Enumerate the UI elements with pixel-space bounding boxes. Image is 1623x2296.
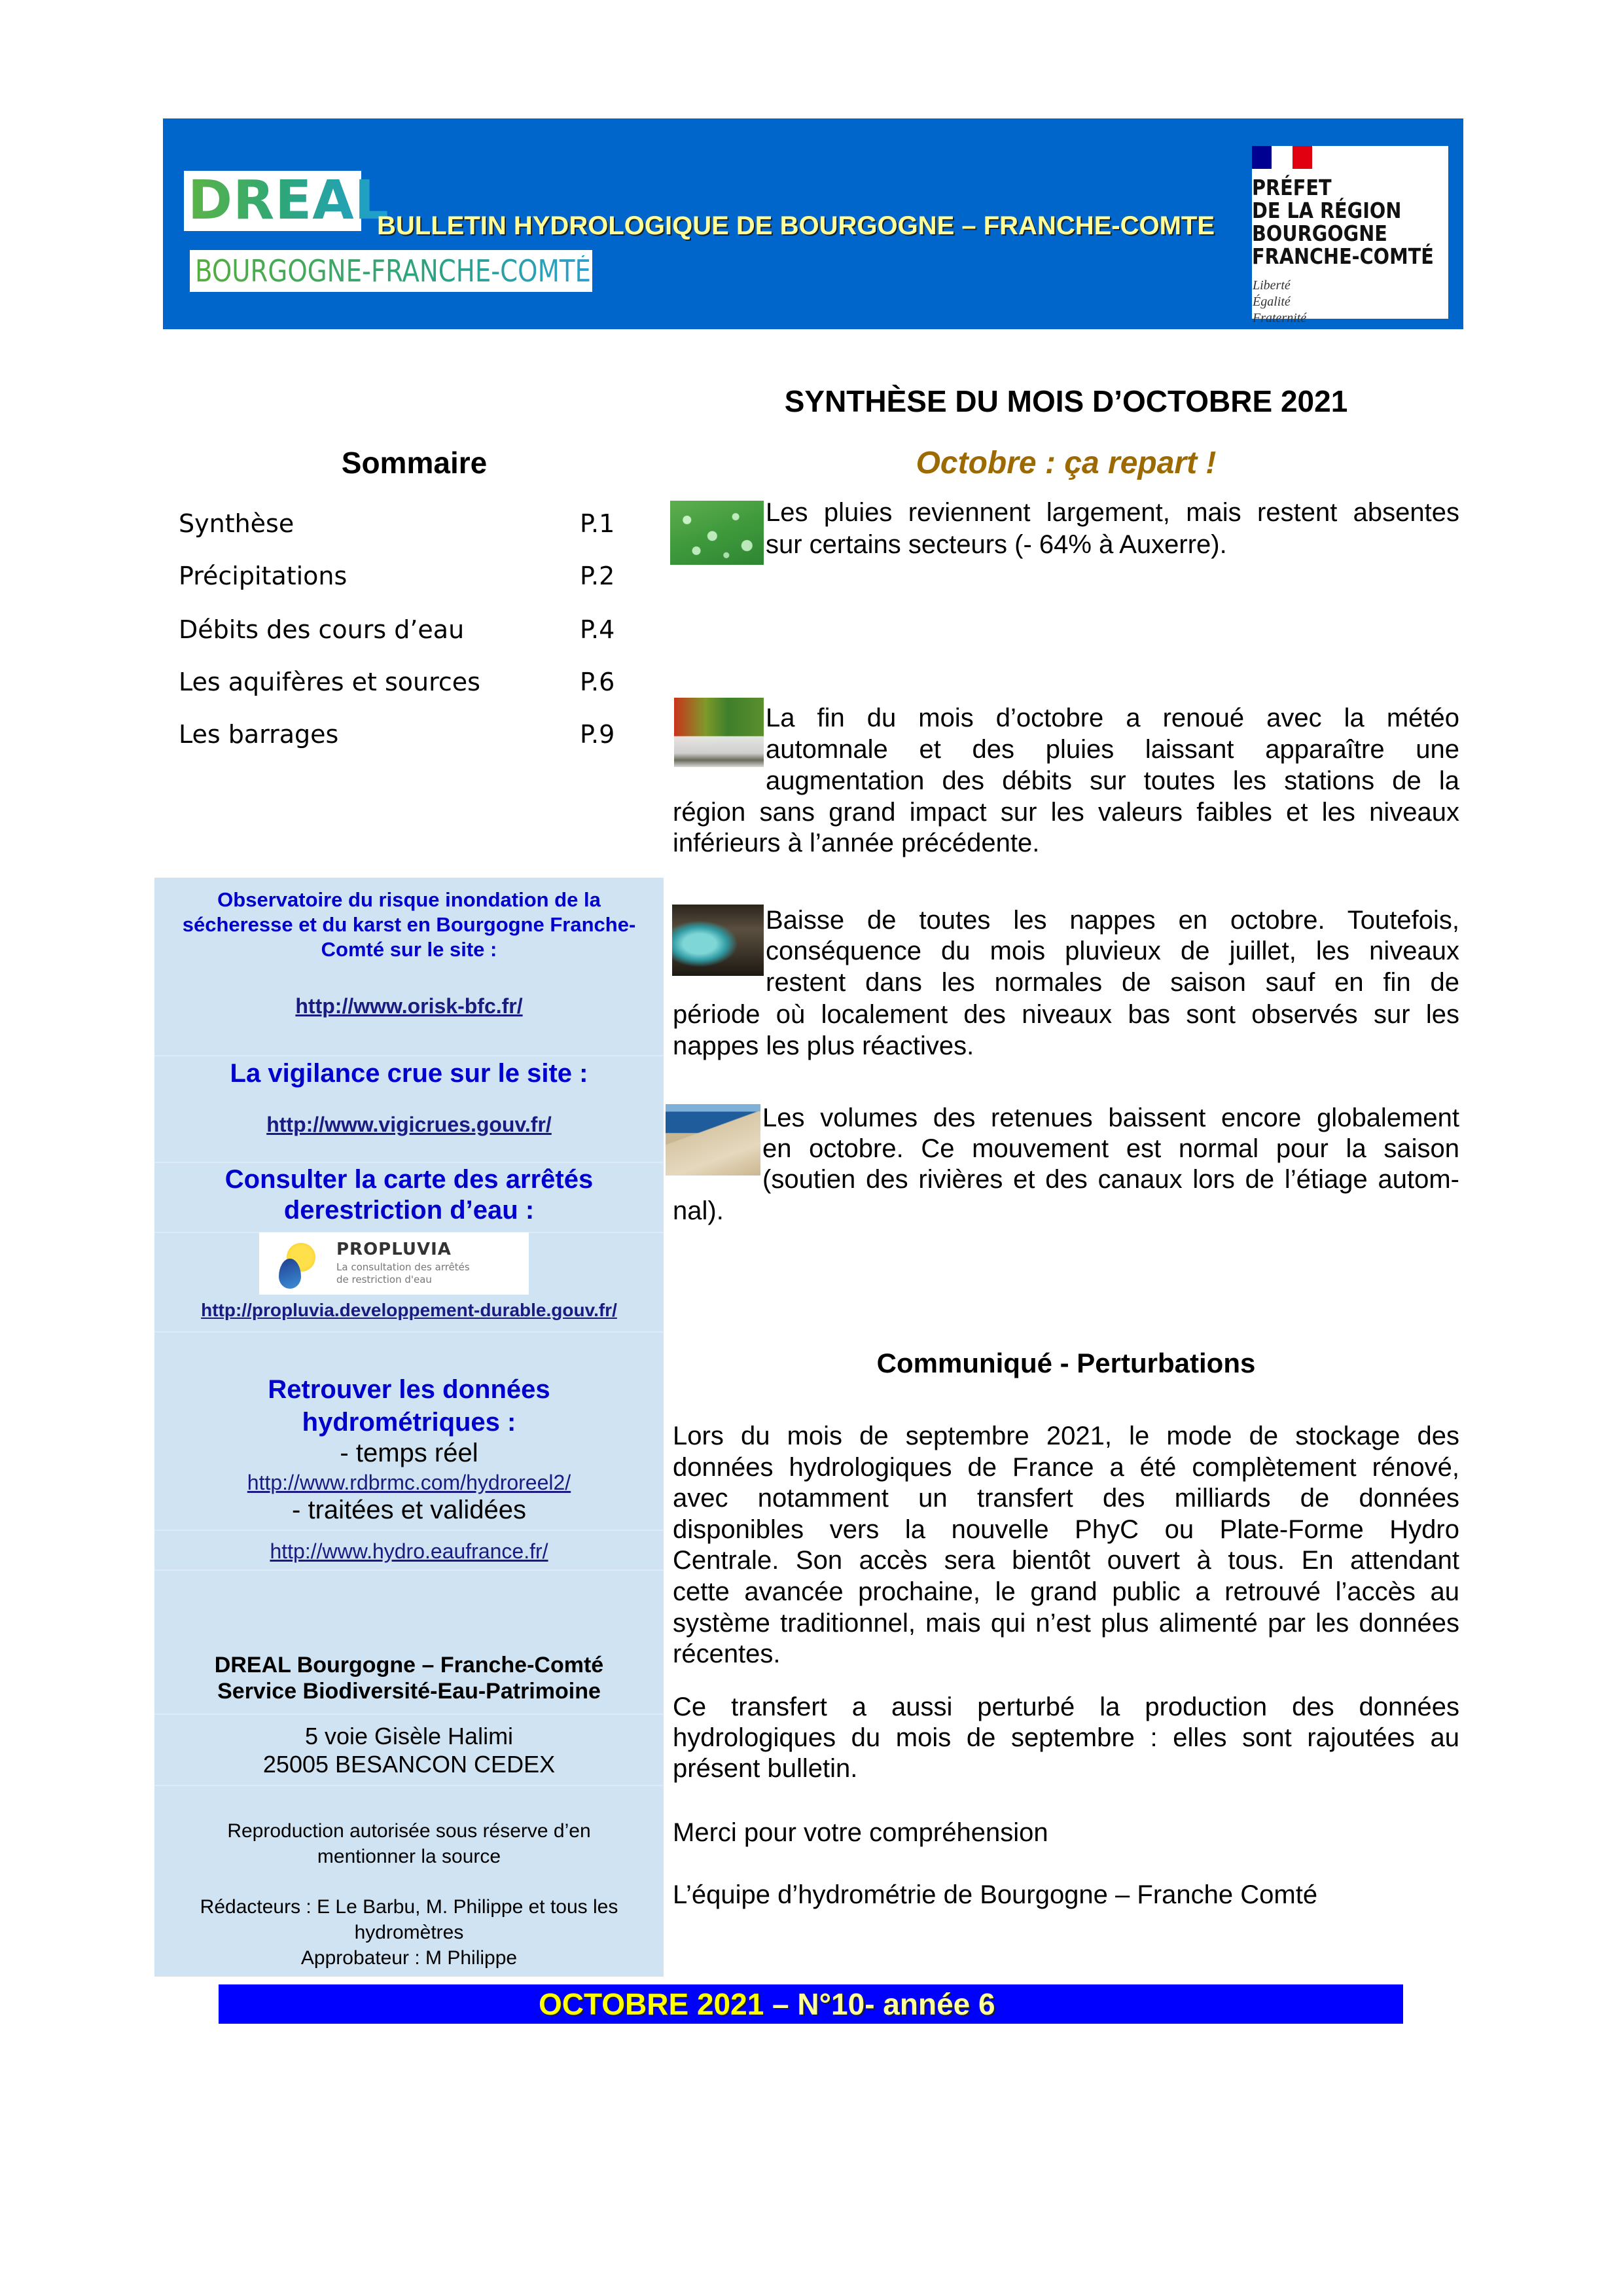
reproduction-line: Reproduction autorisée sous réserve d’en [227, 1820, 591, 1842]
sidebar-divider [154, 1785, 664, 1786]
propluvia-logo-name: PROPLUVIA [336, 1240, 452, 1259]
communique-title: Communiqué - Perturbations [876, 1348, 1256, 1378]
motto-line: Fraternité [1253, 311, 1307, 325]
sommaire-title: Sommaire [341, 446, 488, 480]
autumn-river-image [674, 698, 764, 767]
reproduction-notice [154, 1818, 664, 1869]
communique-line: disponibles vers la nouvelle PhyC ou Plate-Forme Hydro [673, 1515, 1459, 1544]
communique-line: récentes. [673, 1640, 781, 1668]
synthese-p2-line: inférieurs à l’année précédente. [673, 829, 1040, 857]
hydroreel-link[interactable]: http://www.rdbrmc.com/hydroreel2/ [247, 1471, 571, 1494]
prefet-line: FRANCHE-COMTÉ [1252, 243, 1434, 269]
restriction-title-line: Consulter la carte des arrêtés [224, 1165, 594, 1194]
marianne-flag-icon [1252, 146, 1312, 169]
synthese-p3-line: période où localement des niveaux bas sont observés sur les [673, 1000, 1459, 1029]
dreal-logo [184, 170, 389, 232]
info-sidebar [154, 878, 664, 1977]
toc-item-synthese[interactable] [179, 507, 624, 540]
propluvia-logo[interactable] [259, 1232, 529, 1295]
synthese-p3-line: Baisse de toutes les nappes en octobre. Toutefois, [766, 906, 1459, 935]
communique-line: cette avancée prochaine, le grand public a retrouvé l’accès au [673, 1577, 1459, 1606]
propluvia-subtitle-line: de restriction d'eau [336, 1274, 432, 1285]
synthese-p4-line: (soutien des rivières et des canaux lors de l’étiage autom- [762, 1165, 1459, 1194]
sidebar-divider [154, 1162, 664, 1163]
donnees-title-line: hydrométriques : [302, 1408, 516, 1437]
observatoire-text [154, 888, 664, 962]
motto-line: Égalité [1253, 295, 1291, 309]
republic-motto [1253, 278, 1306, 327]
synthese-p4-line: en octobre. Ce mouvement est normal pour la saison [762, 1134, 1459, 1163]
motto-line: Liberté [1253, 278, 1291, 293]
prefet-line: DE LA RÉGION [1252, 198, 1402, 223]
synthese-p2-line: augmentation des débits sur toutes les stations de la [766, 766, 1459, 795]
toc-label: Précipitations [179, 562, 348, 590]
organisation-line: DREAL Bourgogne – Franche-Comté [214, 1653, 604, 1677]
propluvia-logo-subtitle [336, 1261, 470, 1286]
credits-line: Approbateur : M Philippe [300, 1947, 518, 1969]
prefet-logo-text [1252, 176, 1434, 268]
dam-reservoir-image [666, 1104, 760, 1175]
toc-page: P.9 [580, 720, 615, 749]
issue-label [539, 1986, 995, 2022]
synthese-p3-line: conséquence du mois pluvieux de juillet, les niveaux [766, 937, 1459, 965]
toc-page: P.1 [580, 509, 615, 538]
synthese-p2-line: automnale et des pluies laissant apparaître une [766, 735, 1459, 764]
toc-item-aquiferes[interactable] [179, 666, 624, 698]
prefet-line: PRÉFET [1252, 175, 1332, 200]
communique-line: avec notamment un transfert des milliards de données [673, 1484, 1459, 1513]
vigilance-title: La vigilance crue sur le site : [230, 1059, 588, 1088]
reproduction-line: mentionner la source [317, 1846, 501, 1867]
synthese-p1-line: Les pluies reviennent largement, mais restent absentes [766, 498, 1459, 527]
propluvia-link[interactable]: http://propluvia.developpement-durable.gouv.fr/ [201, 1300, 617, 1320]
propluvia-subtitle-line: La consultation des arrêtés [336, 1261, 470, 1273]
header-banner [163, 118, 1463, 329]
toc-label: Synthèse [179, 509, 294, 538]
address-line: 25005 BESANCON CEDEX [262, 1751, 556, 1778]
sidebar-divider [154, 1331, 664, 1333]
contact-address [154, 1722, 664, 1778]
toc-page: P.6 [580, 668, 615, 696]
toc-item-precipitations[interactable] [179, 560, 624, 592]
toc-label: Les barrages [179, 720, 339, 749]
sidebar-divider [154, 1530, 664, 1531]
address-line: 5 voie Gisèle Halimi [304, 1723, 514, 1749]
synthese-title: SYNTHÈSE DU MOIS D’OCTOBRE 2021 [784, 384, 1348, 418]
synthese-p3-line: nappes les plus réactives. [673, 1031, 974, 1060]
prefet-line: BOURGOGNE [1252, 221, 1387, 246]
restriction-title-line: derestriction d’eau : [283, 1196, 535, 1225]
communique-line: présent bulletin. [673, 1754, 858, 1783]
hydro-eaufrance-link[interactable]: http://www.hydro.eaufrance.fr/ [270, 1539, 548, 1563]
sidebar-divider [154, 1055, 664, 1056]
synthese-p4-line: Les volumes des retenues baissent encore globalement [762, 1103, 1459, 1132]
communique-line: hydrologiques du mois de septembre : elles sont rajoutées au [673, 1723, 1459, 1752]
toc-page: P.2 [580, 562, 615, 590]
organisation-line: Service Biodiversité-Eau-Patrimoine [217, 1679, 601, 1704]
contact-organisation [154, 1652, 664, 1704]
synthese-p2-line: La fin du mois d’octobre a renoué avec la météo [766, 704, 1459, 732]
realtime-label: - temps réel [340, 1439, 478, 1467]
rain-drops-image [670, 501, 764, 565]
communique-line: Ce transfert a aussi perturbé la production des données [673, 1693, 1459, 1721]
sidebar-divider [154, 1570, 664, 1571]
communique-thanks: Merci pour votre compréhension [673, 1818, 1048, 1847]
synthese-p1-line: sur certains secteurs (- 64% à Auxerre). [766, 530, 1227, 559]
cave-water-image [672, 905, 764, 976]
communique-line: données hydrologiques de France a été complètement rénové, [673, 1453, 1459, 1482]
validated-label: - traitées et validées [292, 1496, 526, 1524]
toc-item-debits[interactable] [179, 613, 624, 646]
communique-line: système traditionnel, mais qui n’est plus alimenté par les données [673, 1609, 1459, 1638]
toc-label: Les aquifères et sources [179, 668, 480, 696]
restriction-title [154, 1164, 664, 1226]
region-logo [190, 250, 592, 292]
prefet-logo [1252, 146, 1448, 325]
toc-label: Débits des cours d’eau [179, 615, 465, 644]
communique-signature: L’équipe d’hydrométrie de Bourgogne – Franche Comté [673, 1880, 1318, 1909]
water-drop-icon [279, 1259, 301, 1289]
observatoire-line: sécheresse et du karst en Bourgogne Franche- [182, 913, 636, 936]
bulletin-title: BULLETIN HYDROLOGIQUE DE BOURGOGNE – FRANCHE-COMTE [377, 211, 1215, 240]
orisk-link[interactable]: http://www.orisk-bfc.fr/ [295, 994, 523, 1018]
region-logo-text: BOURGOGNE-FRANCHE-COMTÉ [195, 253, 591, 289]
observatoire-line: Comté sur le site : [321, 938, 497, 961]
credits [154, 1894, 664, 1971]
issue-number: – N°10- année 6 [764, 1987, 995, 2021]
observatoire-line: Observatoire du risque inondation de la [217, 888, 601, 911]
synthese-p3-line: restent dans les normales de saison sauf en fin de [766, 968, 1459, 997]
synthese-headline: Octobre : ça repart ! [916, 446, 1217, 480]
synthese-p2-line: région sans grand impact sur les valeurs faibles et les niveaux [673, 798, 1459, 827]
dreal-logo-text: DREAL [188, 170, 389, 232]
credits-line: hydromètres [354, 1922, 464, 1943]
sidebar-divider [154, 1713, 664, 1715]
synthese-p4-line: nal). [673, 1196, 724, 1225]
issue-month: OCTOBRE 2021 [539, 1987, 764, 2021]
toc-page: P.4 [580, 615, 615, 644]
donnees-title [154, 1373, 664, 1439]
communique-line: Lors du mois de septembre 2021, le mode de stockage des [673, 1422, 1459, 1450]
communique-line: Centrale. Son accès sera bientôt ouvert à tous. En attendant [673, 1546, 1459, 1575]
donnees-title-line: Retrouver les données [268, 1375, 550, 1404]
issue-banner [219, 1984, 1403, 2024]
toc-item-barrages[interactable] [179, 718, 624, 751]
vigicrues-link[interactable]: http://www.vigicrues.gouv.fr/ [266, 1113, 552, 1136]
credits-line: Rédacteurs : E Le Barbu, M. Philippe et tous les [200, 1896, 618, 1918]
